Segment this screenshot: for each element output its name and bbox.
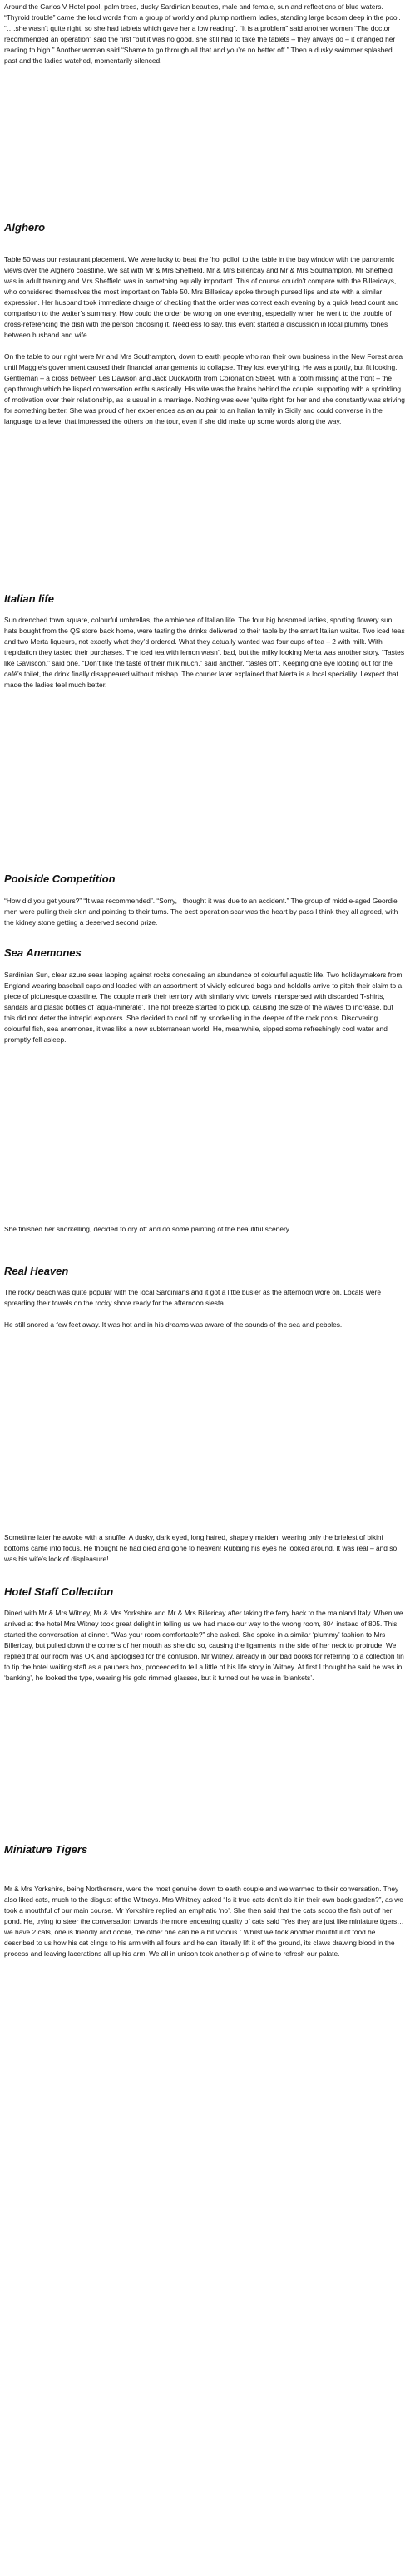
- section-title-sea-anemones: Sea Anemones: [4, 946, 82, 959]
- section-title-alghero: Alghero: [4, 221, 46, 234]
- alghero-paragraph: Table 50 was our restaurant placement. We were lucky to beat the ‘hoi polloi’ to the table in the bay window with the panoramic views over the Alghero coastline. We sat with Mr & Mrs Sheffield, Mr & Mrs Billericay and Mr & Mrs Southampton. Mr Sheffield was in adult training and Mrs Sheffield was in something equally important. This of course couldn’t compare with the Billericays, who considered themselves the most important on Table 50. Mrs Billericay spoke through pursed lips and ate with a similar expression. Her husband took immediate charge of checking that the order was correct each evening by a quick head count and comparison to the waiter’s summary. How could the order be wrong on one evening, especially when he went to the trouble of cross-referencing the dish with the person choosing it. Needless to say, this event started a discussion in local plummy tones between husband and wife.: [4, 255, 399, 339]
- intro-paragraph: Around the Carlos V Hotel pool, palm trees, dusky Sardinian beauties, male and female, sun and reflections of blue waters. “Thyroid trouble” came the loud words from a group of worldly and plump northern ladies, standing large bosom deep in the pool. “….she wasn’t quite right, so she had tablets which gave her a low reading”. “It is a problem” said another women “The doctor recommended an operation” said the first “but it was no good, she still had to take the tablets – they always do – it changed her reading to high.” Another woman said “Shame to go through all that and you’re no better off.” Then a dusky swimmer splashed past and the ladies watched, momentarily silenced.: [4, 2, 401, 65]
- section-title-poolside-competition: Poolside Competition: [4, 873, 116, 885]
- real-heaven-paragraph: The rocky beach was quite popular with the local Sardinians and it got a little busier as the afternoon wore on. Locals were spreading their towels on the rocky shore ready for the afternoon siesta.: [4, 1288, 381, 1307]
- poolside-section: [4, 896, 405, 928]
- section-title-hotel-staff-collection: Hotel Staff Collection: [4, 1585, 114, 1598]
- intro-section: [4, 2, 405, 66]
- real-heaven-paragraph: He still snored a few feet away. It was hot and in his dreams was aware of the sounds of the sea and pebbles.: [4, 1320, 343, 1329]
- section-title-italian-life: Italian life: [4, 592, 54, 605]
- alghero-section: [4, 254, 405, 427]
- miniature-tigers-paragraph: Mr & Mrs Yorkshire, being Northerners, were the most genuine down to earth couple and we warmed to their conversation. They also liked cats, much to the disgust of the Witneys. Mrs Whitney asked “Is it true cats don’t do it in their own back garden?”, as we took a mouthful of our main course. Mr Yorkshire replied an emphatic ‘no’. She then said that the cats scoop the fish out of her pond. He, trying to steer the conversation towards the more endearing quality of cats said “Yes they are just like miniature tigers…we have 2 cats, one is friendly and docile, the other one can be a bit vicious.” Whilst we took another mouthful of food he described to us how his cat clings to his arm with all fours and he can literally lift it off the ground, its claws drawing blood in the process and leaving lacerations all up his arm. We all in unison took another sip of wine to refresh our palate.: [4, 1885, 404, 1958]
- italian-life-paragraph: Sun drenched town square, colourful umbrellas, the ambience of Italian life. The four big bosomed ladies, sporting flowery sun hats bought from the QS store back home, were tasting the drinks delivered to their table by the smart Italian waiter. Two iced teas and two Merta liqueurs, not exactly what they’d ordered. What they actually wanted was four cups of tea – 2 with milk. With trepidation they tasted their purchases. The iced tea with lemon wasn’t bad, but the milky looking Merta was another story. “Tastes like Gaviscon,” said one. “Don’t like the taste of their milk much,” said another, “tastes off”. Keeping one eye looking out for the café’s toilet, the drink finally disappeared without mishap. The courier later explained that Merta is a local speciality. I expect that made the ladies feel much better.: [4, 616, 405, 689]
- hotel-staff-section: [4, 1608, 405, 1684]
- miniature-tigers-section: [4, 1884, 405, 1959]
- italian-life-section: [4, 615, 405, 691]
- poolside-paragraph: “How did you get yours?” “It was recommended”. “Sorry, I thought it was due to an accident.” The group of middle-aged Geordie men were pulling their skin and pointing to their tums. The best operation scar was the heart by pass I think they all agreed, with the kidney stone getting a deserved second prize.: [4, 897, 398, 927]
- real-heaven-section: [4, 1287, 405, 1330]
- hotel-staff-paragraph: Dined with Mr & Mrs Witney, Mr & Mrs Yorkshire and Mr & Mrs Billericay after taking the ferry back to the mainland Italy. When we arrived at the hotel Mrs Witney took great delight in telling us we had made our way to the wrong room, 804 instead of 805. This started the conversation at dinner. “Was your room comfortable?” she asked. She spoke in a similar ‘plummy’ fashion to Mrs Billericay, but pulled down the corners of her mouth as she did so, causing the ligaments in the side of her neck to protrude. We replied that our room was OK and apologised for the confusion. Mr Witney, already in our bad books for referring to a collection tin to tip the hotel waiting staff as a paupers box, proceeded to tell a little of his life story in Witney. At first I thought he said he was in ‘banking’, he looked the type, wearing his gold rimmed glasses, but it turned out he was in ‘blankets’.: [4, 1609, 404, 1682]
- scenery-paragraph: She finished her snorkelling, decided to dry off and do some painting of the beautiful scenery.: [4, 1225, 291, 1233]
- alghero-paragraph: On the table to our right were Mr and Mrs Southampton, down to earth people who ran their own business in the New Forest area until Maggie’s government caused their financial arrangements to collapse. They lost everything. He was a portly, but fit looking. Gentleman – a cross between Les Dawson and Jack Duckworth from Coronation Street, with a tooth missing at the front – the gap through which he lisped conversation enthusiastically. His wife was the brains behind the couple, supporting with a sprinkling of motivation over their relationship, as is usual in a marriage. Nothing was ever ‘quite right’ for her and she constantly was striving for something better. She was proud of her experiences as an au pair to an Italian family in Sicily and could converse in the language to a level that impressed the others on the tour, even if she did make up some words along the way.: [4, 352, 405, 425]
- scenery-section: [4, 1224, 405, 1235]
- section-title-miniature-tigers: Miniature Tigers: [4, 1843, 88, 1856]
- awake-section: [4, 1532, 405, 1565]
- awake-paragraph: Sometime later he awoke with a snuffle. A dusky, dark eyed, long haired, shapely maiden, wearing only the briefest of bikini bottoms came into focus. He thought he had died and gone to heaven! Rubbing his eyes he looked around. It was real – and so was his wife’s look of displeasure!: [4, 1533, 398, 1563]
- sea-anemones-section: [4, 970, 405, 1045]
- section-title-real-heaven: Real Heaven: [4, 1265, 69, 1277]
- sea-anemones-paragraph: Sardinian Sun, clear azure seas lapping against rocks concealing an abundance of colourful aquatic life. Two holidaymakers from England wearing baseball caps and loaded with an assortment of vividly coloured bags and holdalls arrive to pitch their claim to a piece of picturesque coastline. The couple mark their territory with similarly vivid towels interspersed with discarded T-shirts, sandals and plastic bottles of ‘aqua-minerale’. The hot breeze started to pick up, causing the size of the waves to increase, but this did not deter the intrepid explorers. She decided to cool off by snorkelling in the deeper of the rock pools. Discovering colourful fish, sea anemones, it was like a new subterranean world. He, meanwhile, sipped some refreshingly cool water and promptly fell asleep.: [4, 971, 403, 1044]
